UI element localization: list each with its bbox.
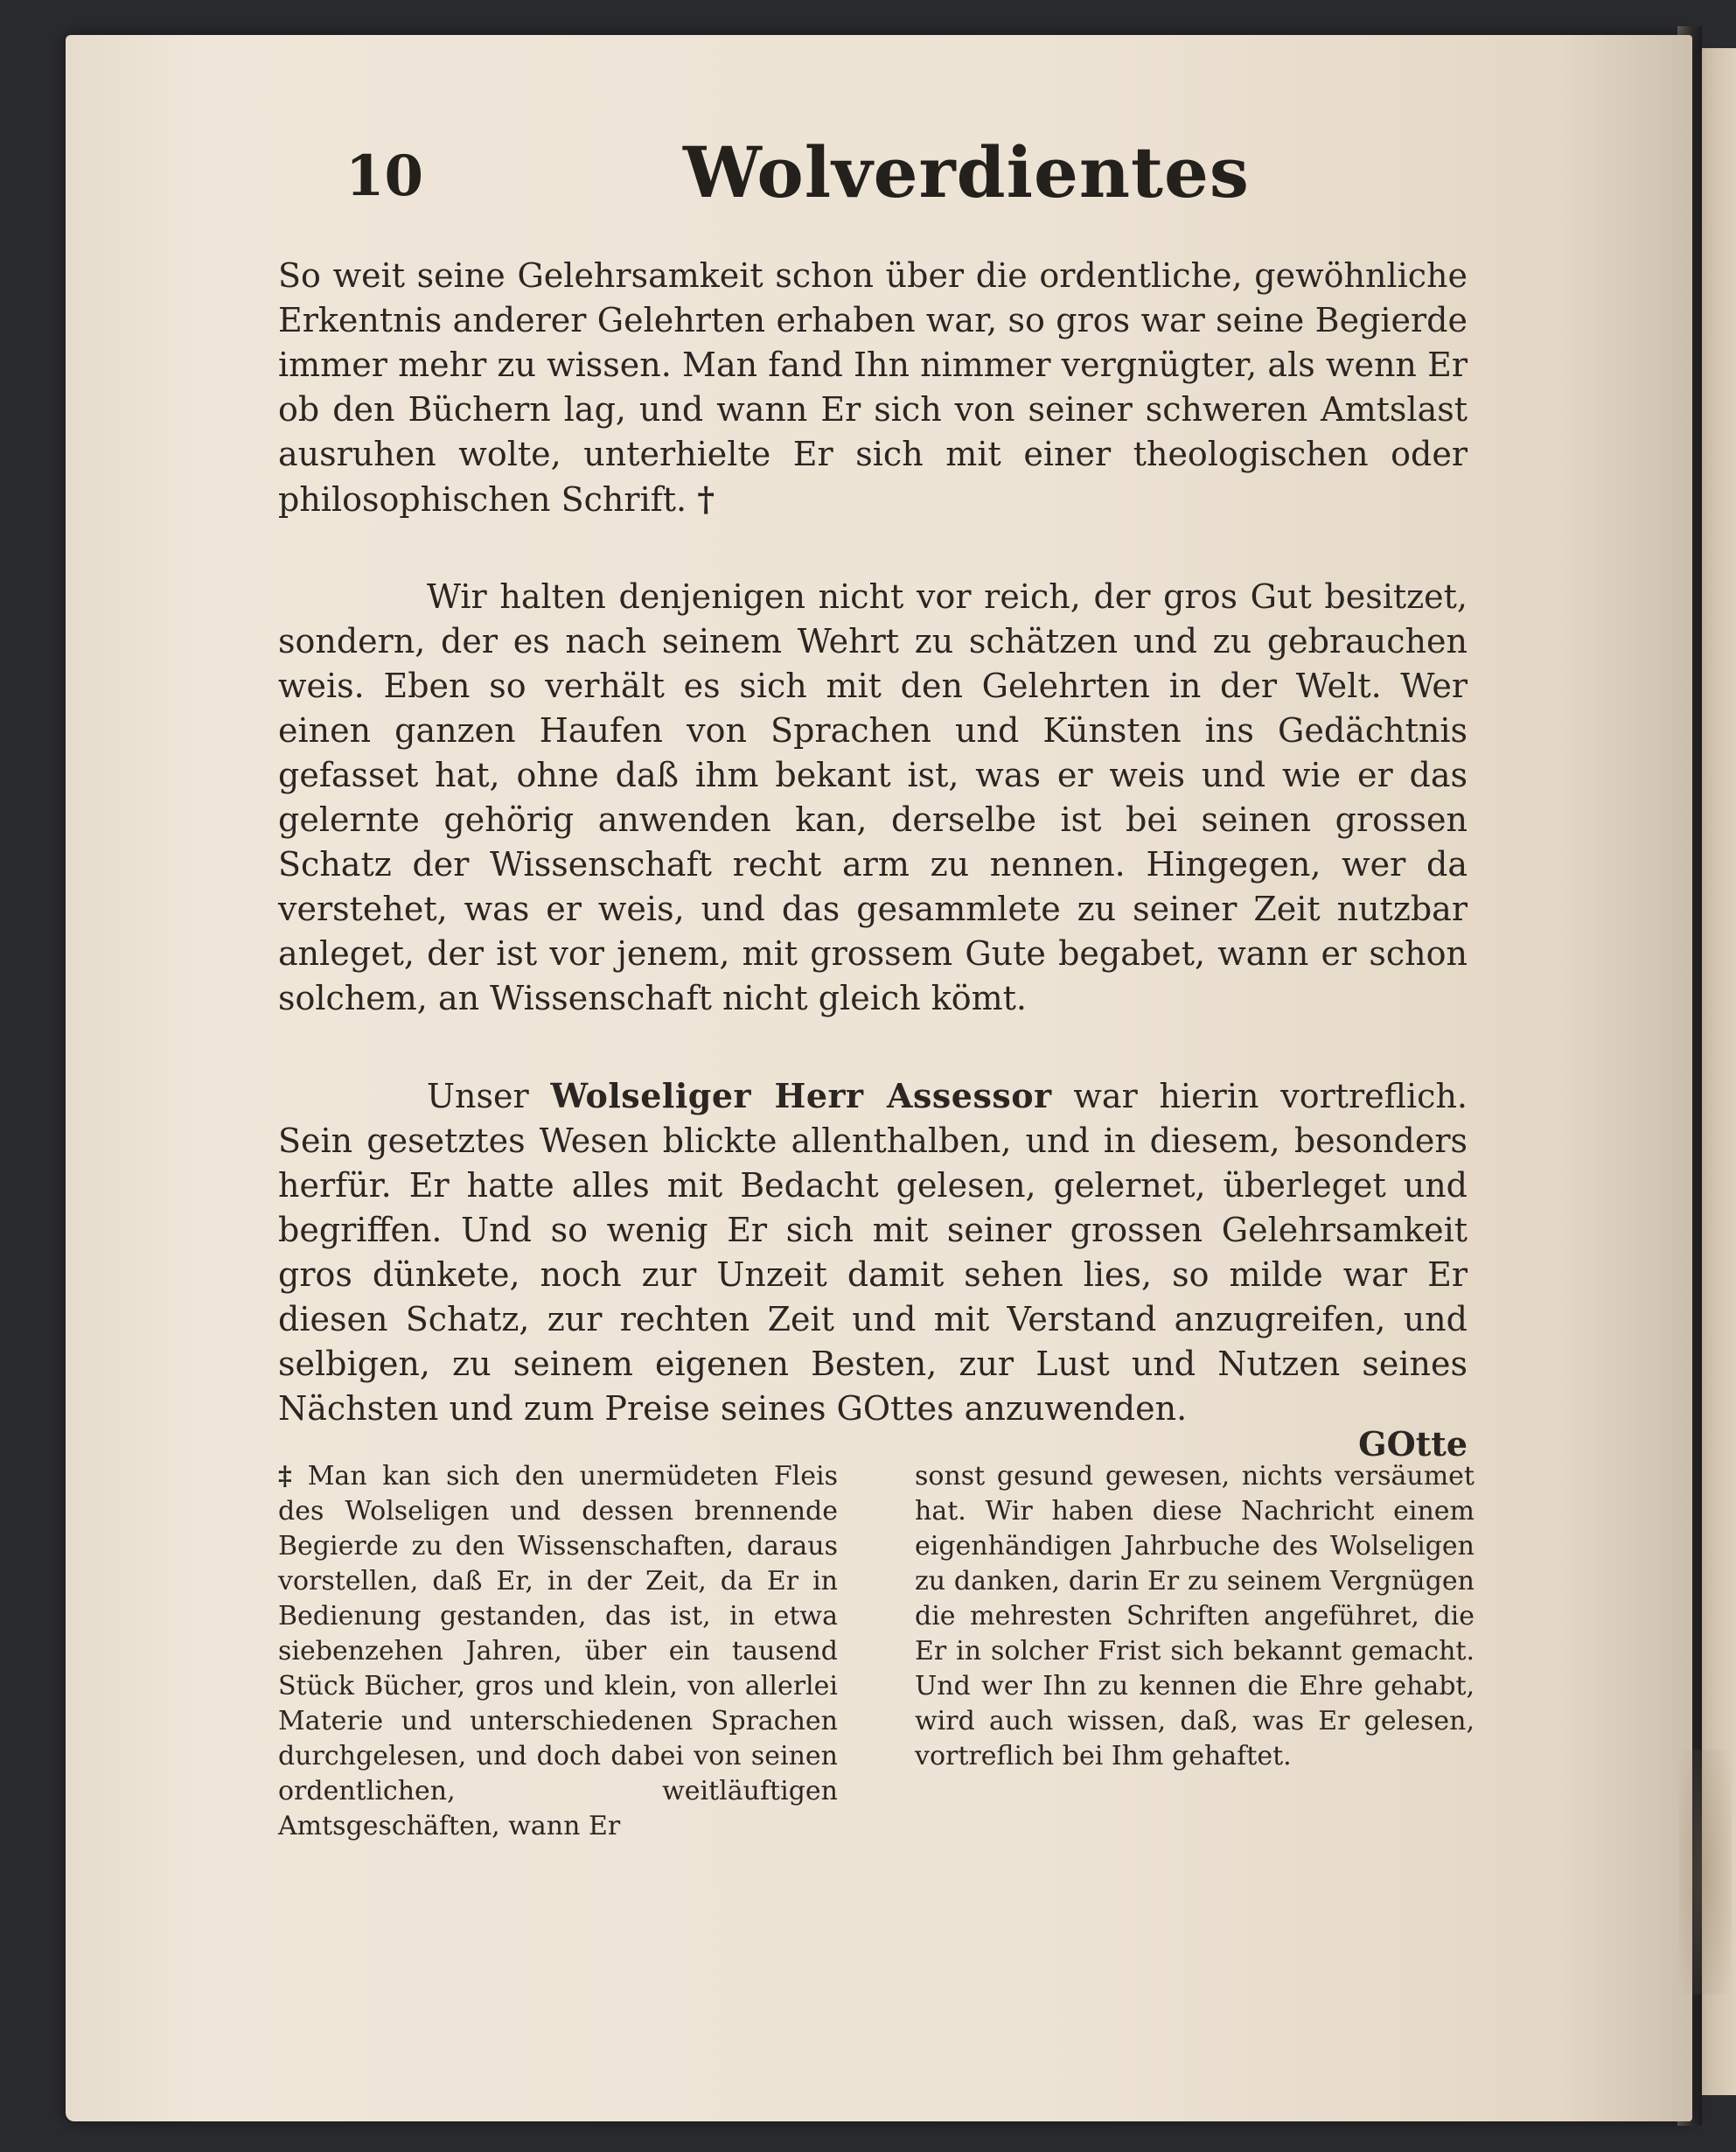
footnote-left-text: Man kan sich den unermüdeten Fleis des Wolseligen und dessen brennende Begierde zu den Wissenschaften, daraus vorstellen, daß Er, in der Zeit, da Er in Bedienung gestanden, das ist, in etwa siebenzehen Jahren, über ein tausend Stück Bücher, gros und klein, von allerlei Materie und unterschiedenen Sprachen durchgelesen, und doch dabei von seinen ordentlichen, weitläuftigen Amtsgeschäften, wann Er [278, 1461, 838, 1841]
footnote-column-right [915, 1459, 1475, 1774]
catchword: GOtte [1358, 1424, 1468, 1464]
page-stain [1679, 1750, 1732, 1995]
body-text [278, 254, 1468, 1466]
paragraph-3-text: war hierin vortreflich. Sein gesetztes Wesen blickte allenthalben, und in diesem, besonders herfür. Er hatte alles mit Bedacht gelesen, gelernet, überleget und begriffen. Und so wenig Er sich mit seiner grossen Gelehrsamkeit gros dünkete, noch zur Unzeit damit sehen lies, so milde war Er diesen Schatz, zur rechten Zeit und mit Verstand anzugreifen, und selbigen, zu seinem eigenen Besten, zur Lust und Nutzen seines Nächsten und zum Preise seines GOttes anzuwenden. [278, 1077, 1468, 1428]
footnote-right-text: sonst gesund gewesen, nichts versäumet hat. Wir haben diese Nachricht einem eigenhändigen Jahrbuche des Wolseligen zu danken, darin Er zu seinem Vergnügen die mehresten Schriften angeführet, die Er in solcher Frist sich bekannt gemacht. Und wer Ihn zu kennen die Ehre gehabt, wird auch wissen, daß, was Er gelesen, vortreflich bei Ihm gehaftet. [915, 1461, 1475, 1771]
paragraph-3-emphasis: Wolseliger Herr Assessor [550, 1076, 1052, 1115]
footnote-reference-mark: † [697, 479, 715, 519]
paragraph-2 [278, 575, 1468, 1021]
paragraph-3-lead: Unser [427, 1077, 529, 1115]
paragraph-1 [278, 254, 1468, 522]
page-header [345, 131, 1587, 219]
running-title: Wolverdientes [683, 131, 1250, 213]
footnotes [278, 1459, 1475, 1870]
paragraph-1-text: So weit seine Gelehrsamkeit schon über die ordentliche, gewöhnliche Erkentnis anderer Gelehrten erhaben war, so gros war seine Begierde immer mehr zu wissen. Man fand Ihn nimmer vergnügter, als wenn Er ob den Büchern lag, und wann Er sich von seiner schweren Amtslast ausruhen wolte, unterhielte Er sich mit einer theologischen oder philosophischen Schrift. [278, 256, 1468, 519]
paragraph-3 [278, 1073, 1468, 1431]
footnote-column-left [278, 1459, 838, 1844]
paragraph-2-text: Wir halten denjenigen nicht vor reich, der gros Gut besitzet, sondern, der es nach seinem Wehrt zu schätzen und zu gebrauchen weis. Eben so verhält es sich mit den Gelehrten in der Welt. Wer einen ganzen Haufen von Sprachen und Künsten ins Gedächtnis gefasset hat, ohne daß ihm bekant ist, was er weis und wie er das gelernte gehörig anwenden kan, derselbe ist bei seinen grossen Schatz der Wissenschaft recht arm zu nennen. Hingegen, wer da verstehet, was er weis, und das gesammlete zu seiner Zeit nutzbar anleget, der ist vor jenem, mit grossem Gute begabet, wann er schon solchem, an Wissenschaft nicht gleich kömt. [278, 577, 1468, 1017]
page-number: 10 [345, 143, 424, 209]
footnote-mark: ‡ [278, 1461, 299, 1492]
